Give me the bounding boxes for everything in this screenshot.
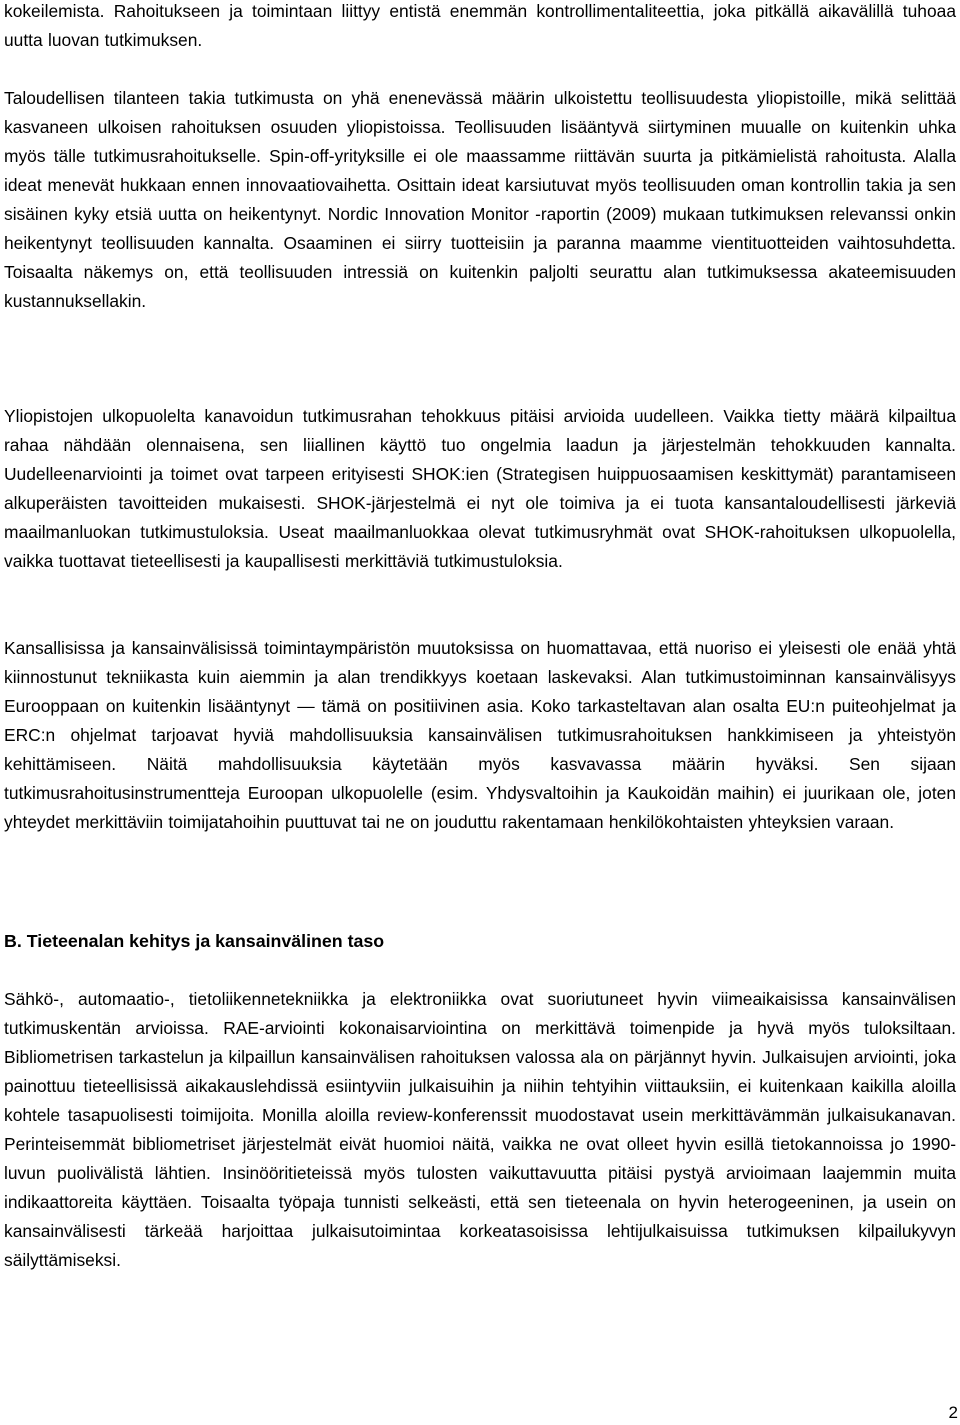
paragraph-field-development: Sähkö-, automaatio-, tietoliikennetekniikka ja elektroniikka ovat suoriutuneet hyvin viimeaikaisissa kansainvälisen tutkimuskentän arvioissa. RAE-arviointi kokonaisarviointina on merkittävä toimenpide ja hyvä myös tuloksiltaan. Bibliometrisen tarkastelun ja kilpaillun kansainvälisen rahoituksen valossa ala on pärjännyt hyvin. Julkaisujen arviointi, joka painottuu tieteellisissä aikakauslehdissä esiintyviin julkaisuihin ja niihin tehtyihin viittauksiin, ei kuitenkaan kaikilla aloilla kohtele tasapuolisesti toimijoita. Monilla aloilla review-konferenssit muodostavat usein merkittävämmän julkaisukanavan. Perinteisemmät bibliometriset järjestelmät eivät huomioi näitä, vaikka ne ovat olleet hyvin esillä tietokannoissa jo 1990-luvun puolivälistä lähtien. Insinööritieteissä myös tulosten vaikuttavuutta pitäisi pystyä arvioimaan laajemmin muita indikaattoreita käyttäen. Toisaalta työpaja tunnisti selkeästi, että sen tieteenala on hyvin heterogeeninen, ja usein on kansainvälisesti tärkeää harjoittaa julkaisutoimintaa korkeatasoisissa lehtijulkaisuissa tutkimuksen kilpailukyvyn säilyttämiseksi.	[4, 989, 956, 1270]
page-number: 2	[948, 1403, 958, 1422]
paragraph-industry-funding: Taloudellisen tilanteen takia tutkimusta on yhä enenevässä määrin ulkoistettu teollisuudesta yliopistoille, mikä selittää kasvaneen ulkoisen rahoituksen osuuden yliopistoissa. Teollisuuden lisääntyvä siirtyminen muualle on kuitenkin uhka myös tälle tutkimusrahoitukselle. Spin-off-yrityksille ei ole maassamme riittävän suurta ja pitkämielistä rahoitusta. Alalla ideat menevät hukkaan ennen innovaatiovaihetta. Osittain ideat karsiutuvat myös teollisuuden oman kontrollin takia ja sen sisäinen kyky etsiä uutta on heikentynyt. Nordic Innovation Monitor -raportin (2009) mukaan tutkimuksen relevanssi onkin heikentynyt teollisuuden kannalta. Osaaminen ei siirry tuotteisiin ja paranna maamme vientituotteiden vaihtosuhdetta. Toisaalta näkemys on, että teollisuuden intressiä on kuitenkin paljolti seurattu alan tutkimuksessa akateemisuuden kustannuksellakin.	[4, 88, 956, 311]
paragraph-external-funding-evaluation: Yliopistojen ulkopuolelta kanavoidun tutkimusrahan tehokkuus pitäisi arvioida uudelleen. Vaikka tietty määrä kilpailtua rahaa nähdään olennaisena, sen liiallinen käyttö tuo ongelmia laadun ja järjestelmän tehokkuuden kannalta. Uudelleenarviointi ja toimet ovat tarpeen erityisesti SHOK:ien (Strategisen huippuosaamisen keskittymät) parantamiseen alkuperäisten tavoitteiden mukaisesti. SHOK-järjestelmä ei nyt ole toimiva ja ei tuota kansantaloudellisesti järkeviä maailmanluokan tutkimustuloksia. Useat maailmanluokkaa olevat tutkimusryhmät ovat SHOK-rahoituksen ulkopuolella, vaikka tuottavat tieteellisesti ja kaupallisesti merkittäviä tutkimustuloksia.	[4, 406, 956, 571]
paragraph-international-environment: Kansallisissa ja kansainvälisissä toimintaympäristön muutoksissa on huomattavaa, että nuoriso ei yleisesti ole enää yhtä kiinnostunut tekniikasta kuin aiemmin ja alan trendikkyys koetaan laskevaksi. Alan tutkimustoiminnan kansainvälisyys Eurooppaan on kuitenkin lisääntynyt — tämä on positiivinen asia. Koko tarkasteltavan alan osalta EU:n puiteohjelmat ja ERC:n ohjelmat tarjoavat hyviä mahdollisuuksia kansainvälisen tutkimusrahoituksen hankkimiseen ja yhteistyön kehittämiseen. Näitä mahdollisuuksia käytetään myös kasvavassa määrin hyväksi. Sen sijaan tutkimusrahoitusinstrumentteja Euroopan ulkopuolelle (esim. Yhdysvaltoihin ja Kaukoidän maihin) ei juurikaan ole, joten yhteydet merkittäviin toimijatahoihin puuttuvat tai ne on jouduttu rakentamaan henkilökohtaisten yhteyksien varaan.	[4, 638, 956, 832]
section-heading: B. Tieteenalan kehitys ja kansainvälinen taso	[4, 931, 385, 951]
paragraph-continuation: kokeilemista. Rahoitukseen ja toimintaan liittyy entistä enemmän kontrollimentaliteettia, joka pitkällä aikavälillä tuhoaa uutta luovan tutkimuksen.	[4, 1, 956, 50]
